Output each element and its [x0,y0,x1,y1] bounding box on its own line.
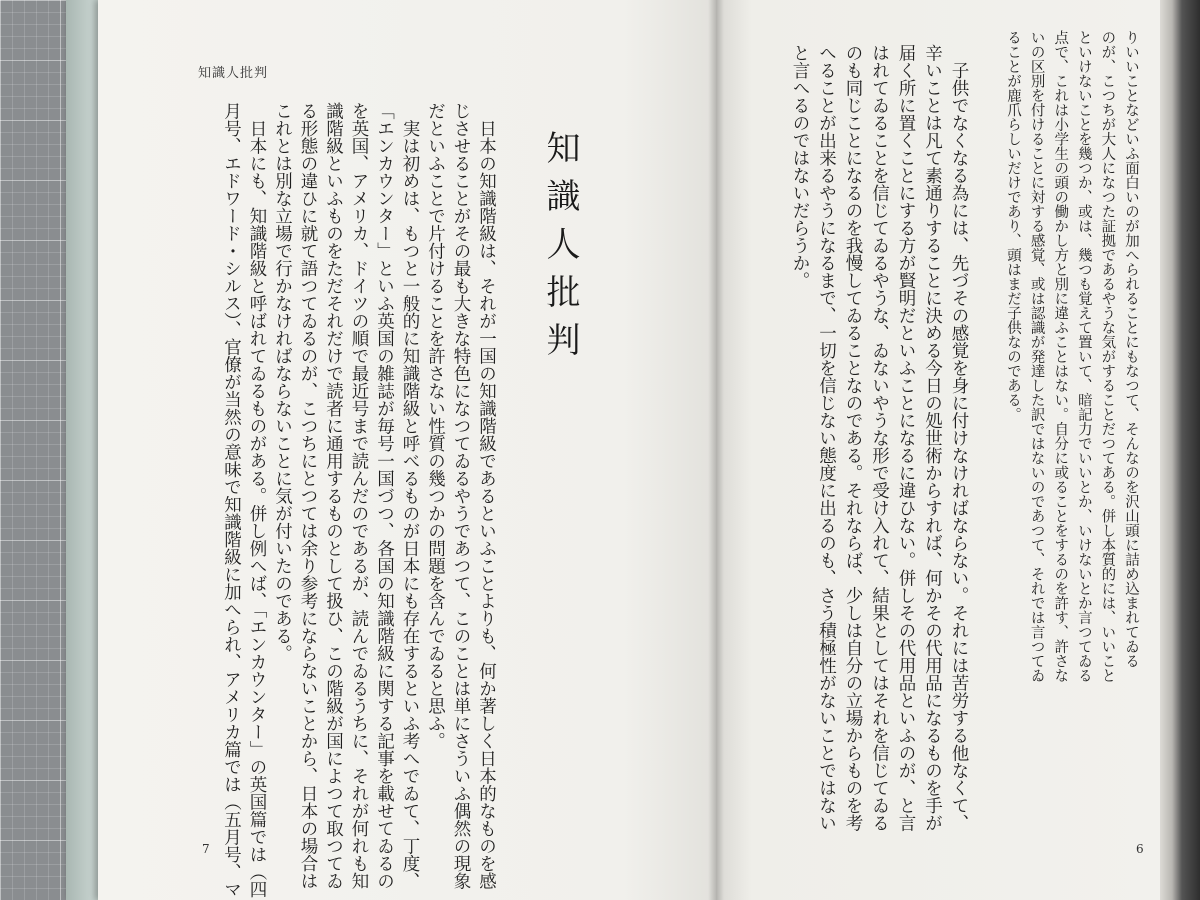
body-line: 辛いことは凡て素通りすることに決める今日の処世術からすれば、何かその代用品になるものを手が [922,44,943,832]
book-gutter [708,0,724,900]
body-line: と言へるのではないだらうか。 [790,44,810,289]
page-number-left: 7 [202,842,210,856]
body-line: 点で、これは小学生の頭の働かし方と別に違ふことはない。自分に或ることをするのを許す、許さな [1052,30,1069,683]
body-line: ることが鹿爪らしいだけであり、頭はまだ子供なのである。 [1005,30,1022,422]
body-line: 実は初めは、もつと一般的に知識階級と呼べるものが日本にも存在するといふ考へでゐて、丁度、 [400,102,420,890]
body-line: へることが出来るやうになるまで、一切を信じない態度に出るのも、さう積極性がないことではない [816,44,837,832]
right-page-body [782,44,972,844]
chapter-title [540,130,580,370]
body-line: を英国、アメリカ、ドイツの順で最近号まで読んだのであるが、読んでゐるうちに、それが何れも知 [349,102,369,890]
body-line: 日本の知識階級は、それが一国の知識階級であるといふことよりも、何か著しく日本的なものを感 [476,102,497,890]
body-line: 子供でなくなる為には、先づその感覚を身に付けなければならない。それには苦労する他なくて、 [949,44,969,832]
left-page-body [218,102,499,899]
body-line: はれてゐることを信じてゐるやうな、ゐないやうな形で受け入れて、結果としてはそれを信じてゐる [869,44,890,832]
body-line: いの区別を付けることに対する感覚、或は認識が発達した訳ではないのであつて、それでは言つてゐ [1028,30,1045,683]
body-line: 「エンカウンター」といふ英国の雑誌が毎号一国づつ、各国の知識階級に関する記事を載せてゐるの [374,102,395,890]
page-stack-edge [1160,0,1200,900]
body-line: じさせることがその最も大きな特色になつてゐるやうであつて、このことは単にさういふ偶然の現象 [451,102,471,890]
running-head: 知識人批判 [198,66,269,81]
body-line: のも同じことになるのを我慢してゐることなのである。それならば、少しは自分の立場からものを考 [843,44,863,832]
page-number-right: 6 [1136,842,1144,856]
body-line: 識階級といふものをただそれだけで読者に通用するものとして扱ひ、この階級が国によつて取つてゐ [323,102,344,890]
body-line: る形態の違ひに就て語つてゐるのが、こつちにとつては余り参考にならないことから、日本の場合は [298,102,318,890]
right-page-upper-text [972,30,1142,683]
body-line: のが、こつちが大人になつた証拠であるやうな気がすることだつてある。併し本質的には、いいこと [1099,30,1116,683]
body-line: 日本にも、知識階級と呼ばれてゐるものがある。併し例へば、「エンカウンター」の英国篇では（四 [247,102,267,899]
body-line: といけないことを幾つか、或は、幾つも覚えて置いて、暗記力でいいとか、いけないとか言つてゐる [1075,30,1092,683]
body-line: 届く所に置くことにする方が賢明だといふことになるに違ひない。併しその代用品といふのが、と言 [896,44,916,832]
chapter-title-text: 知識人批判 [540,130,580,370]
body-line: りいいことなどいふ面白いのが加へられることにもなつて、そんなのを沢山頭に詰め込まれてゐる [1123,30,1139,668]
body-line: 月号、エドワード・シルス）、官僚が当然の意味で知識階級に加へられ、アメリカ篇では（五月号、マ [221,102,242,899]
body-line: これとは別な立場で行かなければならないことに気が付いたのである。 [272,102,293,662]
body-line: だといふことで片付けることを許さない性質の幾つかの問題を含んでゐると思ふ。 [425,102,446,750]
